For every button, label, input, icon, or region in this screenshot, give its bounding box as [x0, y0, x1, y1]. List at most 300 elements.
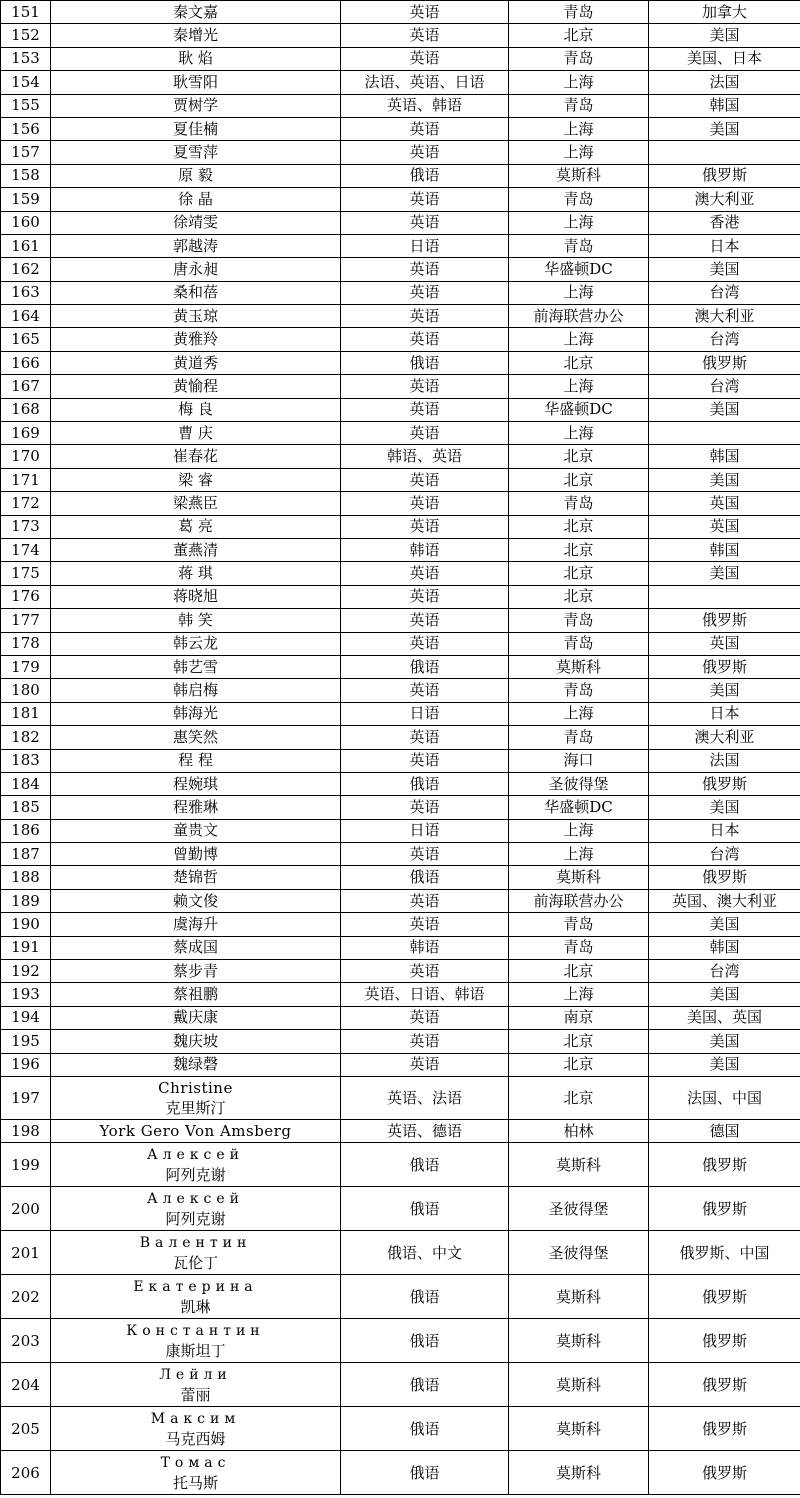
country: 俄罗斯 — [649, 1187, 800, 1231]
languages: 俄语 — [341, 164, 509, 187]
languages: 英语 — [341, 960, 509, 983]
country: 美国 — [649, 796, 800, 819]
person-name: 唐永昶 — [51, 258, 341, 281]
person-name-foreign: Валентин — [139, 1234, 252, 1251]
person-name: 夏佳楠 — [51, 117, 341, 140]
row-number: 172 — [1, 492, 51, 515]
row-number: 175 — [1, 562, 51, 585]
table-row — [1, 211, 800, 234]
city: 莫斯科 — [509, 655, 649, 678]
country: 美国 — [649, 1053, 800, 1076]
person-name — [51, 1319, 341, 1363]
person-name: 黄玉琼 — [51, 305, 341, 328]
languages: 英语 — [341, 515, 509, 538]
row-number: 169 — [1, 422, 51, 445]
person-name-foreign: Алексей — [147, 1190, 244, 1207]
row-number: 178 — [1, 632, 51, 655]
row-number: 173 — [1, 515, 51, 538]
languages: 俄语 — [341, 1187, 509, 1231]
city: 上海 — [509, 211, 649, 234]
city: 南京 — [509, 1006, 649, 1029]
country: 日本 — [649, 234, 800, 257]
table-row — [1, 281, 800, 304]
country: 韩国 — [649, 538, 800, 561]
table-row — [1, 398, 800, 421]
city: 上海 — [509, 281, 649, 304]
city: 莫斯科 — [509, 1275, 649, 1319]
table-row — [1, 305, 800, 328]
languages: 英语 — [341, 328, 509, 351]
country — [649, 141, 800, 164]
person-name — [51, 1363, 341, 1407]
languages: 俄语 — [341, 1451, 509, 1495]
country: 法国 — [649, 749, 800, 772]
languages: 英语、德语 — [341, 1119, 509, 1142]
city: 北京 — [509, 445, 649, 468]
languages: 英语 — [341, 24, 509, 47]
person-name: York Gero Von Amsberg — [51, 1119, 341, 1142]
person-name: 崔春花 — [51, 445, 341, 468]
table-row — [1, 258, 800, 281]
row-number: 174 — [1, 538, 51, 561]
row-number: 196 — [1, 1053, 51, 1076]
country: 美国 — [649, 983, 800, 1006]
languages: 韩语 — [341, 936, 509, 959]
city: 上海 — [509, 328, 649, 351]
row-number: 206 — [1, 1451, 51, 1495]
row-number: 204 — [1, 1363, 51, 1407]
person-name-foreign: Лейли — [159, 1366, 232, 1383]
languages: 英语 — [341, 1006, 509, 1029]
country: 美国 — [649, 117, 800, 140]
languages: 英语、法语 — [341, 1076, 509, 1119]
city: 北京 — [509, 562, 649, 585]
languages: 英语 — [341, 796, 509, 819]
country — [649, 422, 800, 445]
person-name-chinese: 克里斯汀 — [165, 1098, 226, 1117]
table-row — [1, 936, 800, 959]
city: 北京 — [509, 1076, 649, 1119]
person-name-chinese: 阿列克谢 — [165, 1165, 226, 1184]
country: 俄罗斯 — [649, 1275, 800, 1319]
country: 英国 — [649, 632, 800, 655]
languages: 英语 — [341, 141, 509, 164]
person-name-foreign: Екатерина — [133, 1278, 258, 1295]
table-row — [1, 1006, 800, 1029]
languages: 英语 — [341, 375, 509, 398]
row-number: 161 — [1, 234, 51, 257]
table-row — [1, 679, 800, 702]
country: 英国、澳大利亚 — [649, 889, 800, 912]
row-number: 192 — [1, 960, 51, 983]
table-row — [1, 1363, 800, 1407]
languages: 俄语 — [341, 655, 509, 678]
table-row — [1, 538, 800, 561]
person-name-chinese: 阿列克谢 — [165, 1209, 226, 1228]
table-row — [1, 24, 800, 47]
languages: 英语 — [341, 1053, 509, 1076]
table-row — [1, 1451, 800, 1495]
country: 俄罗斯 — [649, 655, 800, 678]
country: 美国 — [649, 468, 800, 491]
country: 加拿大 — [649, 1, 800, 24]
person-name: 耿雪阳 — [51, 71, 341, 94]
row-number: 179 — [1, 655, 51, 678]
country: 澳大利亚 — [649, 305, 800, 328]
row-number: 166 — [1, 351, 51, 374]
row-number: 156 — [1, 117, 51, 140]
row-number: 197 — [1, 1076, 51, 1119]
country: 俄罗斯 — [649, 351, 800, 374]
person-name: 赖文俊 — [51, 889, 341, 912]
row-number: 194 — [1, 1006, 51, 1029]
table-row — [1, 632, 800, 655]
row-number: 154 — [1, 71, 51, 94]
city: 青岛 — [509, 609, 649, 632]
table-row — [1, 1, 800, 24]
country: 台湾 — [649, 843, 800, 866]
country — [649, 585, 800, 608]
table-row — [1, 1053, 800, 1076]
row-number: 189 — [1, 889, 51, 912]
table-row — [1, 117, 800, 140]
table-row — [1, 796, 800, 819]
country: 俄罗斯 — [649, 1363, 800, 1407]
languages: 俄语 — [341, 1407, 509, 1451]
languages: 英语 — [341, 492, 509, 515]
row-number: 205 — [1, 1407, 51, 1451]
table-row — [1, 1275, 800, 1319]
table-row — [1, 445, 800, 468]
row-number: 191 — [1, 936, 51, 959]
row-number: 168 — [1, 398, 51, 421]
table-row — [1, 609, 800, 632]
languages: 俄语 — [341, 866, 509, 889]
row-number: 201 — [1, 1231, 51, 1275]
roster-body — [1, 1, 800, 1495]
languages: 俄语 — [341, 1319, 509, 1363]
city: 柏林 — [509, 1119, 649, 1142]
row-number: 170 — [1, 445, 51, 468]
city: 圣彼得堡 — [509, 1231, 649, 1275]
table-row — [1, 655, 800, 678]
table-row — [1, 889, 800, 912]
person-name: 蔡祖鹏 — [51, 983, 341, 1006]
person-name: 曾勤博 — [51, 843, 341, 866]
city: 青岛 — [509, 94, 649, 117]
city: 青岛 — [509, 726, 649, 749]
row-number: 176 — [1, 585, 51, 608]
person-name-foreign: Алексей — [147, 1146, 244, 1163]
person-name: 蔡成国 — [51, 936, 341, 959]
person-name — [51, 1187, 341, 1231]
languages: 英语 — [341, 562, 509, 585]
table-row — [1, 1319, 800, 1363]
languages: 英语 — [341, 749, 509, 772]
city: 北京 — [509, 1053, 649, 1076]
row-number: 199 — [1, 1143, 51, 1187]
city: 北京 — [509, 585, 649, 608]
person-name: 楚锦哲 — [51, 866, 341, 889]
row-number: 177 — [1, 609, 51, 632]
city: 北京 — [509, 1030, 649, 1053]
table-row — [1, 913, 800, 936]
city: 上海 — [509, 422, 649, 445]
row-number: 151 — [1, 1, 51, 24]
person-name — [51, 1407, 341, 1451]
city: 上海 — [509, 702, 649, 725]
person-name: 程婉琪 — [51, 772, 341, 795]
city: 莫斯科 — [509, 866, 649, 889]
person-name: 秦文嘉 — [51, 1, 341, 24]
city: 北京 — [509, 960, 649, 983]
table-row — [1, 468, 800, 491]
table-row — [1, 234, 800, 257]
person-name: 戴庆康 — [51, 1006, 341, 1029]
row-number: 182 — [1, 726, 51, 749]
person-name: 韩 笑 — [51, 609, 341, 632]
languages: 英语 — [341, 305, 509, 328]
row-number: 164 — [1, 305, 51, 328]
languages: 英语 — [341, 422, 509, 445]
table-row — [1, 328, 800, 351]
row-number: 158 — [1, 164, 51, 187]
languages: 英语 — [341, 1, 509, 24]
country: 澳大利亚 — [649, 188, 800, 211]
city: 莫斯科 — [509, 1451, 649, 1495]
table-row — [1, 47, 800, 70]
city: 青岛 — [509, 679, 649, 702]
person-name: 徐靖雯 — [51, 211, 341, 234]
languages: 日语 — [341, 234, 509, 257]
country: 韩国 — [649, 445, 800, 468]
city: 上海 — [509, 141, 649, 164]
table-row — [1, 702, 800, 725]
country: 日本 — [649, 702, 800, 725]
city: 北京 — [509, 538, 649, 561]
city: 青岛 — [509, 936, 649, 959]
person-name-foreign: Максим — [150, 1410, 241, 1427]
person-name — [51, 1451, 341, 1495]
languages: 英语 — [341, 843, 509, 866]
city: 莫斯科 — [509, 1143, 649, 1187]
table-row — [1, 960, 800, 983]
person-name — [51, 1143, 341, 1187]
row-number: 160 — [1, 211, 51, 234]
table-row — [1, 422, 800, 445]
city: 圣彼得堡 — [509, 1187, 649, 1231]
row-number: 195 — [1, 1030, 51, 1053]
row-number: 188 — [1, 866, 51, 889]
country: 法国 — [649, 71, 800, 94]
languages: 日语 — [341, 702, 509, 725]
person-name — [51, 1076, 341, 1119]
person-name-chinese: 瓦伦丁 — [172, 1253, 218, 1272]
city: 前海联营办公 — [509, 889, 649, 912]
person-name: 黄道秀 — [51, 351, 341, 374]
table-row — [1, 585, 800, 608]
languages: 英语 — [341, 913, 509, 936]
person-name-foreign: Томас — [160, 1454, 231, 1471]
country: 台湾 — [649, 328, 800, 351]
city: 青岛 — [509, 188, 649, 211]
country: 韩国 — [649, 936, 800, 959]
country: 台湾 — [649, 281, 800, 304]
city: 青岛 — [509, 913, 649, 936]
languages: 俄语 — [341, 772, 509, 795]
city: 圣彼得堡 — [509, 772, 649, 795]
country: 美国、英国 — [649, 1006, 800, 1029]
table-row — [1, 843, 800, 866]
person-name: 梁燕臣 — [51, 492, 341, 515]
person-name-foreign: Константин — [126, 1322, 265, 1339]
table-row — [1, 819, 800, 842]
row-number: 155 — [1, 94, 51, 117]
person-name-chinese: 凯琳 — [180, 1297, 211, 1316]
person-name: 原 毅 — [51, 164, 341, 187]
languages: 英语 — [341, 398, 509, 421]
languages: 英语 — [341, 889, 509, 912]
city: 青岛 — [509, 47, 649, 70]
city: 莫斯科 — [509, 1319, 649, 1363]
table-row — [1, 164, 800, 187]
languages: 英语 — [341, 726, 509, 749]
languages: 韩语、英语 — [341, 445, 509, 468]
row-number: 180 — [1, 679, 51, 702]
languages: 英语 — [341, 1030, 509, 1053]
row-number: 157 — [1, 141, 51, 164]
person-name: 桑和蓓 — [51, 281, 341, 304]
country: 美国 — [649, 24, 800, 47]
person-name: 程雅琳 — [51, 796, 341, 819]
row-number: 153 — [1, 47, 51, 70]
person-name: 惠笑然 — [51, 726, 341, 749]
country: 美国 — [649, 679, 800, 702]
table-row — [1, 1030, 800, 1053]
city: 莫斯科 — [509, 164, 649, 187]
table-row — [1, 749, 800, 772]
languages: 俄语 — [341, 1143, 509, 1187]
country: 法国、中国 — [649, 1076, 800, 1119]
person-name-chinese: 托马斯 — [172, 1473, 218, 1492]
person-name: 蔡步青 — [51, 960, 341, 983]
table-row — [1, 492, 800, 515]
city: 青岛 — [509, 492, 649, 515]
country: 俄罗斯 — [649, 1319, 800, 1363]
country: 俄罗斯 — [649, 164, 800, 187]
row-number: 171 — [1, 468, 51, 491]
person-name-chinese: 蕾丽 — [180, 1385, 211, 1404]
country: 台湾 — [649, 375, 800, 398]
row-number: 159 — [1, 188, 51, 211]
languages: 英语、韩语 — [341, 94, 509, 117]
city: 华盛顿DC — [509, 796, 649, 819]
city: 上海 — [509, 117, 649, 140]
person-name: 梅 良 — [51, 398, 341, 421]
country: 日本 — [649, 819, 800, 842]
table-row — [1, 515, 800, 538]
person-name — [51, 1231, 341, 1275]
country: 俄罗斯 — [649, 1451, 800, 1495]
table-row — [1, 351, 800, 374]
person-name: 韩启梅 — [51, 679, 341, 702]
person-name-chinese: 康斯坦丁 — [165, 1341, 226, 1360]
languages: 俄语 — [341, 1363, 509, 1407]
languages: 法语、英语、日语 — [341, 71, 509, 94]
table-row — [1, 1187, 800, 1231]
row-number: 193 — [1, 983, 51, 1006]
row-number: 198 — [1, 1119, 51, 1142]
table-row — [1, 1231, 800, 1275]
table-row — [1, 188, 800, 211]
table-row — [1, 1119, 800, 1142]
country: 美国 — [649, 398, 800, 421]
country: 德国 — [649, 1119, 800, 1142]
languages: 英语 — [341, 632, 509, 655]
city: 上海 — [509, 983, 649, 1006]
languages: 俄语 — [341, 1275, 509, 1319]
person-name: 秦增光 — [51, 24, 341, 47]
person-name: 魏庆坡 — [51, 1030, 341, 1053]
table-row — [1, 983, 800, 1006]
row-number: 186 — [1, 819, 51, 842]
city: 莫斯科 — [509, 1407, 649, 1451]
city: 上海 — [509, 71, 649, 94]
row-number: 163 — [1, 281, 51, 304]
city: 北京 — [509, 351, 649, 374]
city: 海口 — [509, 749, 649, 772]
languages: 英语 — [341, 609, 509, 632]
person-name-chinese: 马克西姆 — [165, 1429, 226, 1448]
row-number: 203 — [1, 1319, 51, 1363]
languages: 英语、日语、韩语 — [341, 983, 509, 1006]
city: 青岛 — [509, 234, 649, 257]
person-name: 黄雅羚 — [51, 328, 341, 351]
row-number: 200 — [1, 1187, 51, 1231]
person-name: 夏雪萍 — [51, 141, 341, 164]
city: 前海联营办公 — [509, 305, 649, 328]
person-name: 贾树学 — [51, 94, 341, 117]
row-number: 184 — [1, 772, 51, 795]
country: 英国 — [649, 515, 800, 538]
person-name: 曹 庆 — [51, 422, 341, 445]
person-name: 徐 晶 — [51, 188, 341, 211]
row-number: 162 — [1, 258, 51, 281]
country: 韩国 — [649, 94, 800, 117]
table-row — [1, 772, 800, 795]
row-number: 165 — [1, 328, 51, 351]
languages: 韩语 — [341, 538, 509, 561]
person-name: 童贵文 — [51, 819, 341, 842]
row-number: 187 — [1, 843, 51, 866]
row-number: 190 — [1, 913, 51, 936]
person-name: 董燕清 — [51, 538, 341, 561]
country: 俄罗斯 — [649, 1407, 800, 1451]
table-row — [1, 562, 800, 585]
languages: 英语 — [341, 679, 509, 702]
person-name: 魏绿磬 — [51, 1053, 341, 1076]
table-row — [1, 71, 800, 94]
country: 美国 — [649, 913, 800, 936]
languages: 英语 — [341, 468, 509, 491]
country: 台湾 — [649, 960, 800, 983]
person-name: 韩云龙 — [51, 632, 341, 655]
languages: 英语 — [341, 188, 509, 211]
table-row — [1, 1143, 800, 1187]
country: 香港 — [649, 211, 800, 234]
languages: 英语 — [341, 211, 509, 234]
country: 美国 — [649, 562, 800, 585]
